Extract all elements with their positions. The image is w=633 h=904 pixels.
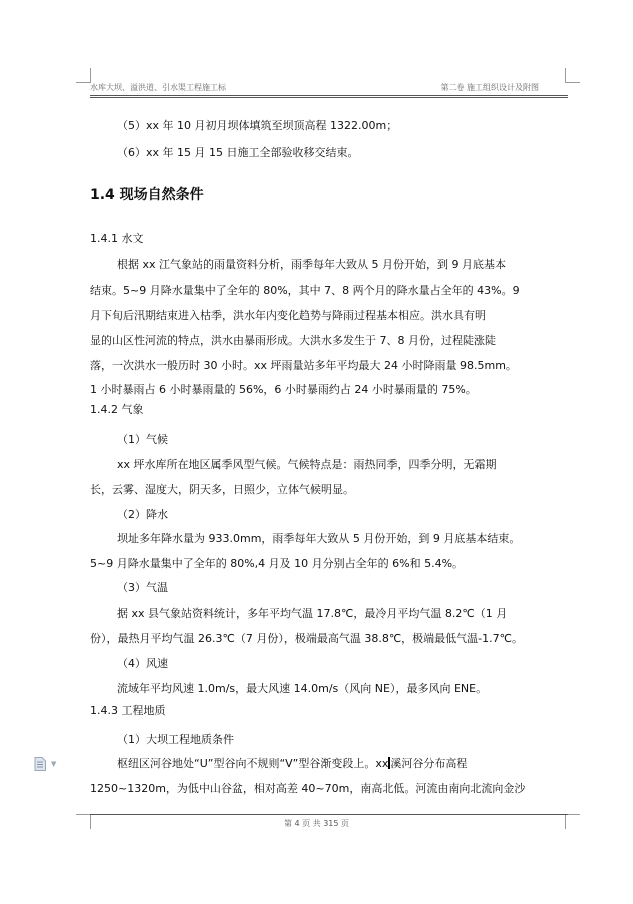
body-line: 1 小时暴雨占 6 小时暴雨量的 56%，6 小时暴雨约占 24 小时暴雨量的 75%。 [90,383,477,396]
body-line: 1250~1320m，为低中山谷盆，相对高差 40~70m，南高北低。河流由南向北流向金沙 [90,782,526,795]
crop-mark-top-left [76,68,91,83]
schedule-item-5: （5）xx 年 10 月初月坝体填筑至坝顶高程 1322.00m； [117,119,398,132]
body-line: 月下旬后汛期结束进入枯季，洪水年内变化趋势与降雨过程基本相应。洪水具有明 [90,309,486,322]
header-rule-thin [90,97,568,98]
body-line: 据 xx 县气象站资料统计，多年平均气温 17.8℃，最冷月平均气温 8.2℃（1 月 [117,607,508,620]
body-text: 枢纽区河谷地处“U”型谷向不规则“V”型谷渐变段上。xx [117,757,389,770]
subsection-heading-1-4-3: 1.4.3 工程地质 [90,704,166,717]
body-line-with-cursor[interactable] [117,756,568,772]
item-heading-climate: （1）气候 [117,433,168,446]
item-heading-temperature: （3）气温 [117,581,168,594]
body-line: 5~9 月降水量集中了全年的 80%,4 月及 10 月分别占全年的 6%和 5.4%。 [90,557,464,570]
page-number: 第 4 页 共 315 页 [283,819,350,828]
crop-mark-top-right [565,68,580,83]
footer-rule [90,814,568,815]
body-text: 溪河谷分布高程 [390,757,468,770]
body-line: 结束。5~9 月降水量集中了全年的 80%，其中 7、8 两个月的降水量占全年的 43%。9 [90,284,520,297]
header-right: 第二卷 施工组织设计及附图 [440,83,539,92]
header-rule [90,95,568,96]
body-line: xx 坪水库所在地区属季风型气候。气候特点是：雨热同季，四季分明，无霜期 [117,458,497,471]
item-heading-wind: （4）风速 [117,657,168,670]
item-heading-precipitation: （2）降水 [117,508,168,521]
schedule-item-6: （6）xx 年 15 月 15 日施工全部验收移交结束。 [117,146,359,159]
section-heading-1-4: 1.4 现场自然条件 [90,187,204,203]
subsection-heading-1-4-1: 1.4.1 水文 [90,232,144,245]
body-line: 长，云雾、湿度大，阴天多，日照少，立体气候明显。 [90,483,354,496]
body-line: 落，一次洪水一般历时 30 小时。xx 坪雨量站多年平均最大 24 小时降雨量 98.5mm。 [90,359,517,372]
body-line: 流域年平均风速 1.0m/s，最大风速 14.0m/s（风向 NE），最多风向 ENE。 [117,682,488,695]
body-line: 坝址多年降水量为 933.0mm，雨季每年大致从 5 月份开始，到 9 月底基本结束。 [117,532,521,545]
body-line: 显的山区性河流的特点，洪水由暴雨形成。大洪水多发生于 7、8 月份，过程陡涨陡 [90,334,496,347]
document-icon[interactable] [34,757,46,771]
subsection-heading-1-4-2: 1.4.2 气象 [90,403,144,416]
body-line: 份），最热月平均气温 26.3℃（7 月份），极端最高气温 38.8℃，极端最低气温-1.7℃。 [90,632,523,645]
header-left: 水库大坝、溢洪道、引水渠工程施工标 [90,83,226,92]
chevron-down-icon[interactable]: ▼ [51,760,57,768]
item-heading-dam-geology: （1）大坝工程地质条件 [117,733,234,746]
body-line: 根据 xx 江气象站的雨量资料分析，雨季每年大致从 5 月份开始，到 9 月底基本 [117,258,506,271]
